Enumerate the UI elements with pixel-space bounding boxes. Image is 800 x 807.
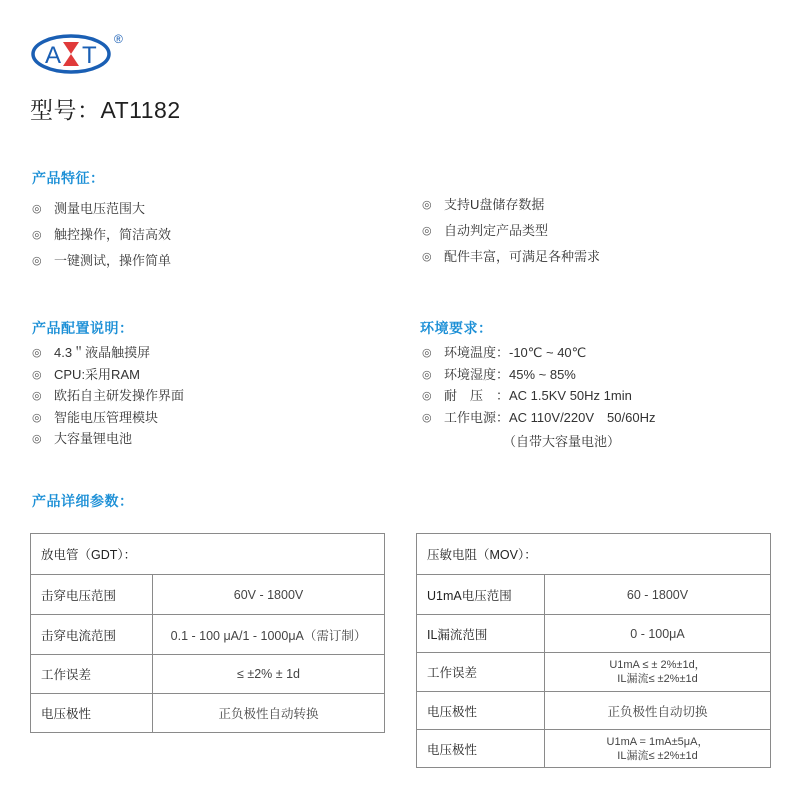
config-list bbox=[30, 344, 184, 452]
list-item: ◎ 耐 压 ：AC 1.5KV 50Hz 1min bbox=[422, 388, 632, 403]
bullet-icon: ◎ bbox=[422, 347, 432, 359]
list-item: ◎ 工作电源：AC 110V/220V 50/60Hz bbox=[422, 409, 656, 425]
value-line: U1mA ≤ ± 2%±1d， bbox=[609, 659, 706, 671]
list-item: ◎ 智能电压管理模块 bbox=[32, 409, 159, 425]
value-line: U1mA = 1mA±5μA， bbox=[606, 735, 709, 748]
table-cell-label: 击穿电流范围 bbox=[31, 615, 153, 655]
bullet-icon: ◎ bbox=[32, 390, 42, 402]
table-row bbox=[31, 575, 385, 615]
table-row bbox=[417, 692, 771, 730]
axt-logo-icon bbox=[30, 32, 112, 76]
model-value: AT1182 bbox=[100, 97, 181, 123]
list-item: ◎ 一键测试，操作简单 bbox=[30, 251, 171, 277]
table-cell-value: 60V - 1800V bbox=[153, 575, 385, 615]
features-heading: 产品特征： bbox=[32, 170, 105, 186]
list-item: ◎ CPU:采用RAM bbox=[32, 366, 140, 382]
table-cell-value: 正负极性自动转换 bbox=[153, 694, 385, 733]
table-cell-label: 工作误差 bbox=[417, 653, 545, 692]
bullet-icon: ◎ bbox=[422, 368, 432, 381]
table-row bbox=[417, 575, 771, 615]
model-title bbox=[30, 92, 181, 125]
bullet-icon: ◎ bbox=[422, 390, 432, 402]
table-cell-value bbox=[545, 653, 771, 692]
features-list-right bbox=[420, 195, 600, 273]
table-cell-label: 击穿电压范围 bbox=[31, 575, 153, 615]
table-row bbox=[417, 615, 771, 653]
list-item: ◎ 触控操作，简洁高效 bbox=[30, 225, 171, 251]
bullet-icon: ◎ bbox=[422, 251, 432, 263]
list-item: ◎ 环境温度：-10℃ ~ 40℃ bbox=[422, 345, 587, 360]
list-item: ◎ 4.3＂液晶触摸屏 bbox=[32, 345, 151, 360]
table-cell-label: 电压极性 bbox=[417, 692, 545, 730]
table-cell-label: 工作误差 bbox=[31, 655, 153, 694]
registered-mark: ® bbox=[114, 32, 123, 46]
table-row bbox=[417, 534, 771, 575]
list-item: ◎ 大容量锂电池 bbox=[32, 431, 133, 446]
table-row bbox=[417, 730, 771, 768]
details-heading: 产品详细参数： bbox=[32, 493, 134, 509]
table-cell-label: IL漏流范围 bbox=[417, 615, 545, 653]
bullet-icon: ◎ bbox=[32, 229, 42, 241]
model-label: 型号： bbox=[30, 97, 101, 123]
bullet-icon: ◎ bbox=[422, 225, 432, 237]
gdt-table-title: 放电管（GDT）： bbox=[31, 534, 385, 575]
mov-table bbox=[416, 533, 771, 768]
table-cell-label: U1mA电压范围 bbox=[417, 575, 545, 615]
list-item: ◎ 环境湿度：45% ~ 85% bbox=[422, 366, 576, 382]
environment-heading: 环境要求： bbox=[420, 320, 493, 336]
table-cell-value: 60 - 1800V bbox=[545, 575, 771, 615]
bullet-icon: ◎ bbox=[32, 203, 42, 215]
environment-list bbox=[420, 344, 655, 430]
table-cell-value: 正负极性自动切换 bbox=[545, 692, 771, 730]
value-line: IL漏流≤ ±2%±1d bbox=[617, 749, 698, 762]
bullet-icon: ◎ bbox=[422, 411, 432, 424]
gdt-table bbox=[30, 533, 385, 733]
bullet-icon: ◎ bbox=[32, 347, 42, 359]
list-item: ◎ 欧拓自主研发操作界面 bbox=[32, 388, 185, 403]
value-line: IL漏流≤ ±2%±1d bbox=[617, 673, 698, 685]
bullet-icon: ◎ bbox=[422, 199, 432, 211]
table-row bbox=[31, 655, 385, 694]
list-item: ◎ 自动判定产品类型 bbox=[420, 221, 600, 247]
bullet-icon: ◎ bbox=[32, 368, 42, 381]
list-item: ◎ 配件丰富，可满足各种需求 bbox=[420, 247, 600, 273]
bullet-icon: ◎ bbox=[32, 433, 42, 445]
table-cell-value: 0.1 - 100 μA/1 - 1000μA（需订制） bbox=[153, 615, 385, 655]
config-heading: 产品配置说明： bbox=[32, 320, 134, 336]
bullet-icon: ◎ bbox=[32, 255, 42, 267]
table-row bbox=[31, 615, 385, 655]
svg-text:A: A bbox=[45, 42, 62, 69]
table-cell-label: 电压极性 bbox=[417, 730, 545, 768]
table-cell-value bbox=[545, 730, 771, 768]
environment-note: （自带大容量电池） bbox=[503, 434, 621, 449]
brand-logo bbox=[30, 32, 112, 76]
list-item: ◎ 支持U盘储存数据 bbox=[420, 195, 600, 221]
mov-table-title: 压敏电阻（MOV）： bbox=[417, 534, 771, 575]
table-cell-value: 0 - 100μA bbox=[545, 615, 771, 653]
bullet-icon: ◎ bbox=[32, 411, 42, 424]
features-list-left bbox=[30, 199, 171, 277]
table-cell-value: ≤ ±2% ± 1d bbox=[153, 655, 385, 694]
table-row bbox=[31, 534, 385, 575]
table-row bbox=[417, 653, 771, 692]
list-item: ◎ 测量电压范围大 bbox=[30, 199, 171, 225]
table-cell-label: 电压极性 bbox=[31, 694, 153, 733]
svg-text:T: T bbox=[82, 42, 97, 69]
table-row bbox=[31, 694, 385, 733]
